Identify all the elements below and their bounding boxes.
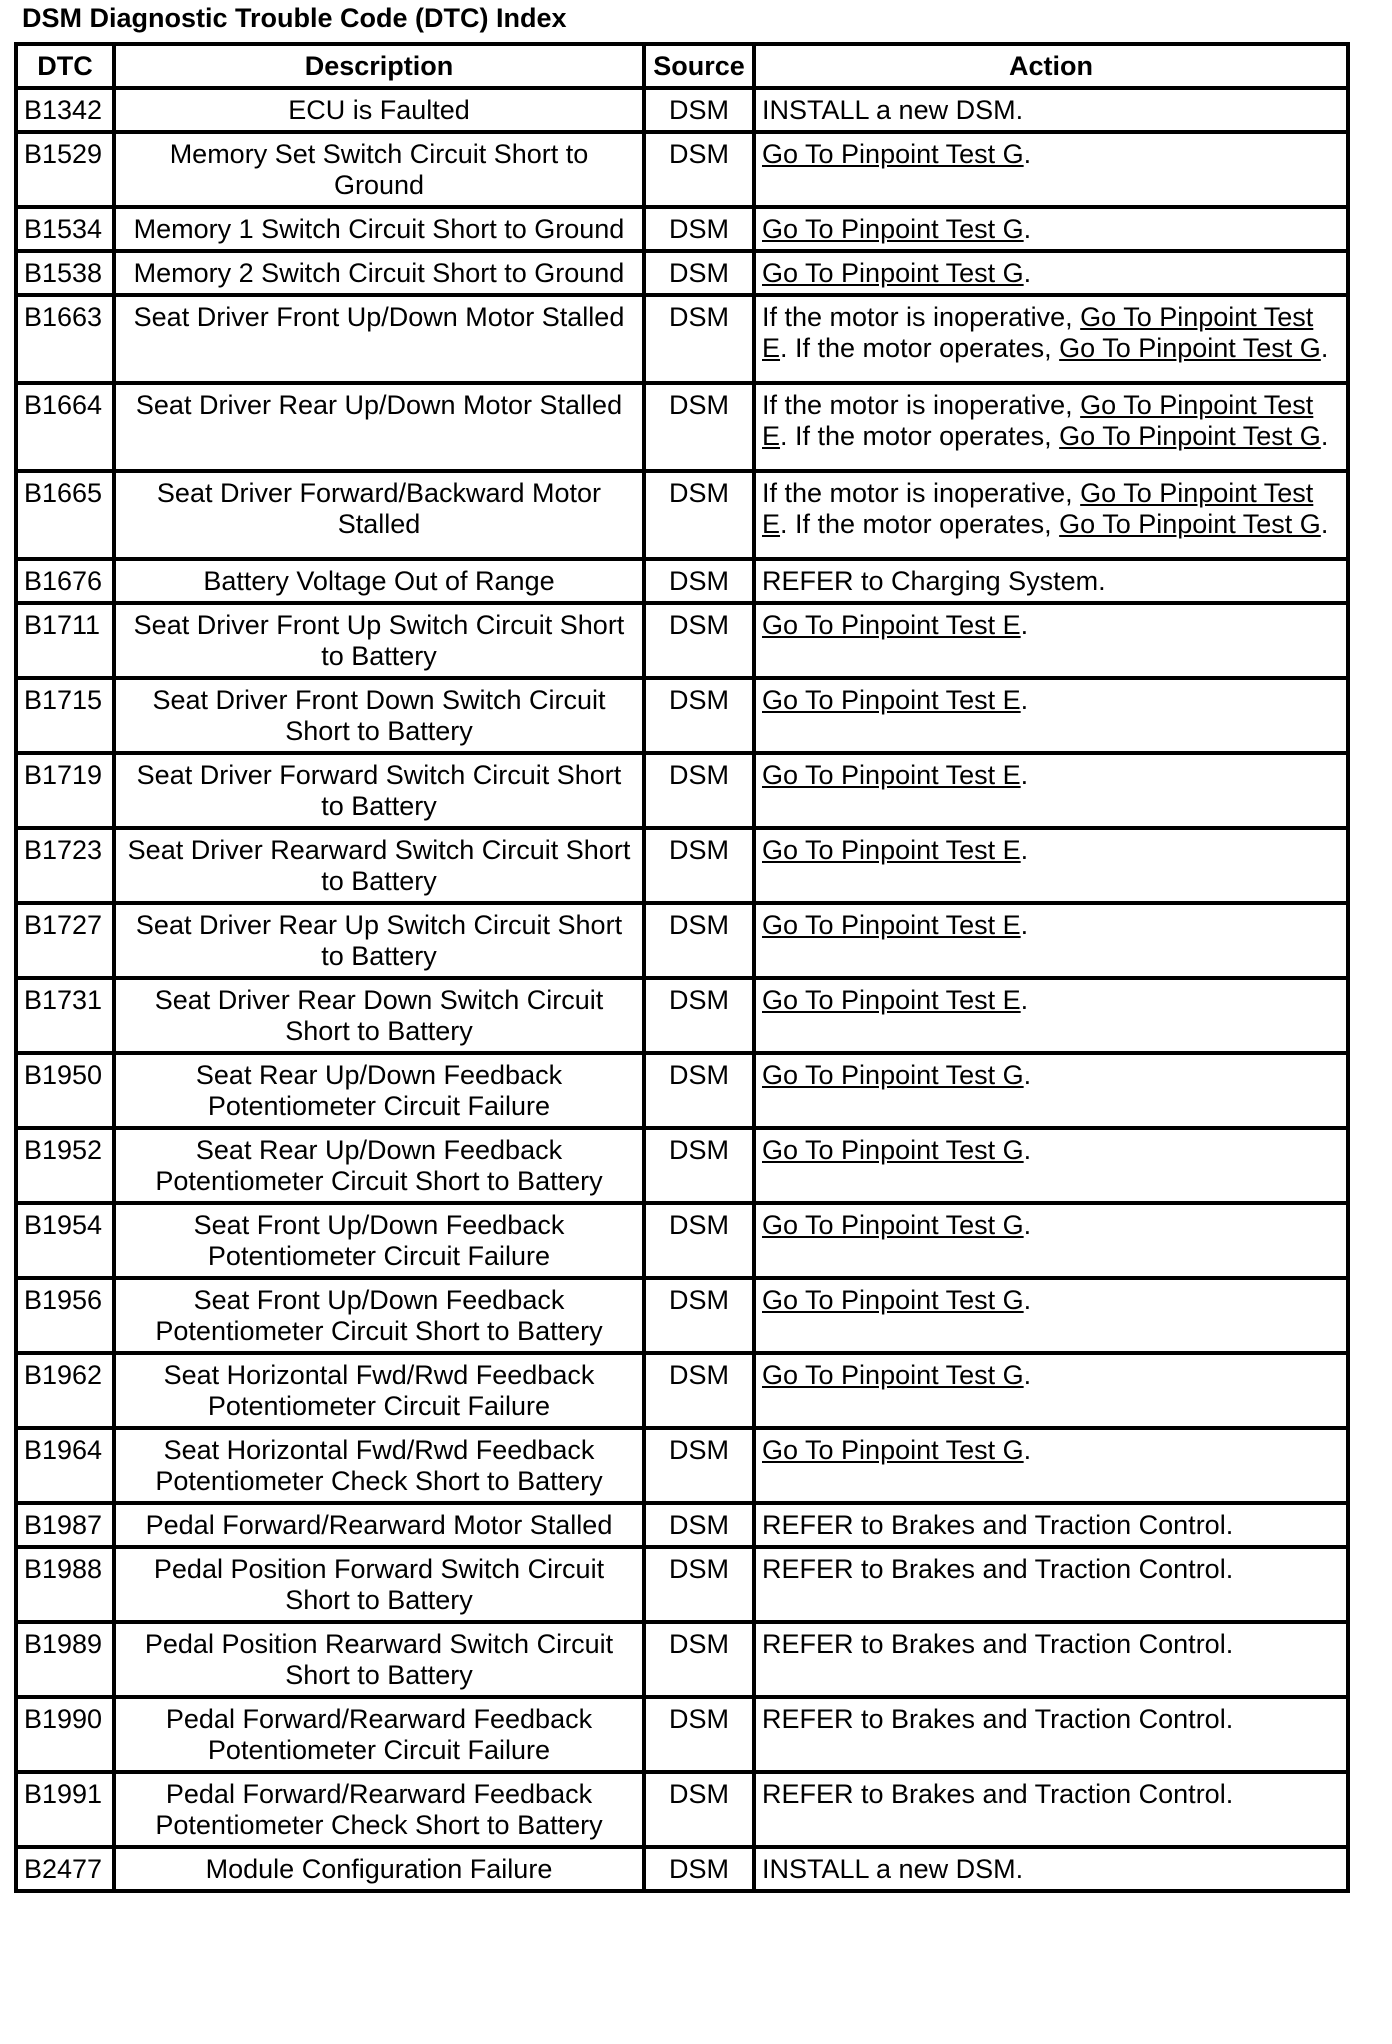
table-row xyxy=(16,1847,1348,1891)
header-action: Action xyxy=(754,44,1348,88)
pinpoint-test-link[interactable]: Go To Pinpoint Test G xyxy=(762,258,1024,288)
dtc-code: B1727 xyxy=(16,903,114,978)
pinpoint-test-link[interactable]: Go To Pinpoint Test G xyxy=(762,1060,1024,1090)
pinpoint-test-link[interactable]: Go To Pinpoint Test E xyxy=(762,478,1314,539)
action-text: . xyxy=(1023,258,1032,288)
action-text: . xyxy=(1023,1210,1032,1240)
table-row xyxy=(16,295,1348,383)
dtc-action xyxy=(754,603,1348,678)
dtc-action xyxy=(754,88,1348,132)
pinpoint-test-link[interactable]: Go To Pinpoint Test G xyxy=(762,214,1024,244)
action-text: . xyxy=(1020,610,1029,640)
dtc-source: DSM xyxy=(644,559,754,603)
dtc-code: B1723 xyxy=(16,828,114,903)
dtc-source: DSM xyxy=(644,903,754,978)
action-text: . If the motor operates, xyxy=(780,421,1060,451)
action-text: . xyxy=(1320,421,1329,451)
dtc-description: Seat Driver Front Up Switch Circuit Short to Battery xyxy=(114,603,644,678)
dtc-code: B1715 xyxy=(16,678,114,753)
dtc-code: B1731 xyxy=(16,978,114,1053)
table-header-row xyxy=(16,44,1348,88)
dtc-source: DSM xyxy=(644,207,754,251)
dtc-code: B2477 xyxy=(16,1847,114,1891)
action-text: . xyxy=(1020,835,1029,865)
dtc-index-table xyxy=(14,42,1350,1893)
dtc-source: DSM xyxy=(644,1203,754,1278)
table-row xyxy=(16,603,1348,678)
dtc-action xyxy=(754,1053,1348,1128)
dtc-source: DSM xyxy=(644,383,754,471)
dtc-code: B1342 xyxy=(16,88,114,132)
dtc-action xyxy=(754,1697,1348,1772)
dtc-description: Seat Driver Front Up/Down Motor Stalled xyxy=(114,295,644,383)
table-row xyxy=(16,1772,1348,1847)
table-row xyxy=(16,559,1348,603)
dtc-source: DSM xyxy=(644,132,754,207)
action-text: REFER to Brakes and Traction Control. xyxy=(762,1704,1234,1734)
dtc-source: DSM xyxy=(644,1278,754,1353)
dtc-action xyxy=(754,559,1348,603)
table-row xyxy=(16,1128,1348,1203)
action-text: REFER to Brakes and Traction Control. xyxy=(762,1629,1234,1659)
dtc-code: B1534 xyxy=(16,207,114,251)
action-text: INSTALL a new DSM. xyxy=(762,1854,1024,1884)
dtc-action xyxy=(754,1203,1348,1278)
dtc-description: Seat Driver Rear Up Switch Circuit Short to Battery xyxy=(114,903,644,978)
dtc-code: B1952 xyxy=(16,1128,114,1203)
dtc-description: Seat Driver Forward Switch Circuit Short to Battery xyxy=(114,753,644,828)
dtc-source: DSM xyxy=(644,1697,754,1772)
table-row xyxy=(16,383,1348,471)
pinpoint-test-link[interactable]: Go To Pinpoint Test E xyxy=(762,685,1021,715)
dtc-action xyxy=(754,1353,1348,1428)
action-text: . xyxy=(1020,910,1029,940)
pinpoint-test-link[interactable]: Go To Pinpoint Test E xyxy=(762,760,1021,790)
pinpoint-test-link[interactable]: Go To Pinpoint Test G xyxy=(762,1285,1024,1315)
table-body xyxy=(16,88,1348,1891)
action-text: . xyxy=(1023,1360,1032,1390)
dtc-code: B1529 xyxy=(16,132,114,207)
dtc-source: DSM xyxy=(644,603,754,678)
dtc-source: DSM xyxy=(644,1128,754,1203)
dtc-code: B1987 xyxy=(16,1503,114,1547)
dtc-description: Seat Rear Up/Down Feedback Potentiometer Circuit Failure xyxy=(114,1053,644,1128)
table-row xyxy=(16,1053,1348,1128)
dtc-code: B1964 xyxy=(16,1428,114,1503)
pinpoint-test-link[interactable]: Go To Pinpoint Test G xyxy=(1059,333,1321,363)
dtc-source: DSM xyxy=(644,1772,754,1847)
header-source: Source xyxy=(644,44,754,88)
action-text: . xyxy=(1020,685,1029,715)
table-row xyxy=(16,1622,1348,1697)
dtc-action xyxy=(754,978,1348,1053)
action-text: . xyxy=(1023,1135,1032,1165)
header-dtc: DTC xyxy=(16,44,114,88)
action-text: . xyxy=(1023,1285,1032,1315)
pinpoint-test-link[interactable]: Go To Pinpoint Test G xyxy=(762,1435,1024,1465)
action-text: . xyxy=(1023,1060,1032,1090)
dtc-source: DSM xyxy=(644,828,754,903)
dtc-code: B1956 xyxy=(16,1278,114,1353)
action-text: . xyxy=(1023,214,1032,244)
table-row xyxy=(16,978,1348,1053)
dtc-action xyxy=(754,295,1348,383)
table-row xyxy=(16,1353,1348,1428)
dtc-source: DSM xyxy=(644,1503,754,1547)
dtc-action xyxy=(754,207,1348,251)
pinpoint-test-link[interactable]: Go To Pinpoint Test G xyxy=(762,1210,1024,1240)
dtc-action xyxy=(754,1847,1348,1891)
table-row xyxy=(16,251,1348,295)
dtc-description: Seat Driver Forward/Backward Motor Stalled xyxy=(114,471,644,559)
dtc-description: Battery Voltage Out of Range xyxy=(114,559,644,603)
action-text: . If the motor operates, xyxy=(780,333,1060,363)
action-text: REFER to Brakes and Traction Control. xyxy=(762,1510,1234,1540)
pinpoint-test-link[interactable]: Go To Pinpoint Test E xyxy=(762,302,1314,363)
table-row xyxy=(16,88,1348,132)
dtc-source: DSM xyxy=(644,471,754,559)
dtc-action xyxy=(754,828,1348,903)
table-row xyxy=(16,1503,1348,1547)
pinpoint-test-link[interactable]: Go To Pinpoint Test E xyxy=(762,985,1021,1015)
dtc-action xyxy=(754,251,1348,295)
pinpoint-test-link[interactable]: Go To Pinpoint Test G xyxy=(762,1360,1024,1390)
dtc-action xyxy=(754,1428,1348,1503)
dtc-code: B1711 xyxy=(16,603,114,678)
table-row xyxy=(16,132,1348,207)
dtc-source: DSM xyxy=(644,678,754,753)
pinpoint-test-link[interactable]: Go To Pinpoint Test G xyxy=(762,1135,1024,1165)
dtc-description: Memory 2 Switch Circuit Short to Ground xyxy=(114,251,644,295)
dtc-description: Pedal Forward/Rearward Motor Stalled xyxy=(114,1503,644,1547)
dtc-action xyxy=(754,678,1348,753)
action-text: If the motor is inoperative, xyxy=(762,390,1081,420)
dtc-code: B1663 xyxy=(16,295,114,383)
action-text: . xyxy=(1320,509,1329,539)
dtc-source: DSM xyxy=(644,1428,754,1503)
dtc-description: Pedal Forward/Rearward Feedback Potentiometer Circuit Failure xyxy=(114,1697,644,1772)
dtc-code: B1538 xyxy=(16,251,114,295)
dtc-description: Seat Driver Rear Down Switch Circuit Short to Battery xyxy=(114,978,644,1053)
action-text: . xyxy=(1320,333,1329,363)
dtc-action xyxy=(754,1622,1348,1697)
dtc-description: Module Configuration Failure xyxy=(114,1847,644,1891)
table-row xyxy=(16,1203,1348,1278)
dtc-description: Seat Front Up/Down Feedback Potentiometer Circuit Short to Battery xyxy=(114,1278,644,1353)
dtc-description: Seat Front Up/Down Feedback Potentiometer Circuit Failure xyxy=(114,1203,644,1278)
dtc-action xyxy=(754,1547,1348,1622)
dtc-description: Pedal Position Rearward Switch Circuit Short to Battery xyxy=(114,1622,644,1697)
pinpoint-test-link[interactable]: Go To Pinpoint Test G xyxy=(762,139,1024,169)
dtc-code: B1950 xyxy=(16,1053,114,1128)
dtc-code: B1664 xyxy=(16,383,114,471)
dtc-description: Seat Driver Front Down Switch Circuit Short to Battery xyxy=(114,678,644,753)
dtc-source: DSM xyxy=(644,1353,754,1428)
action-text: REFER to Brakes and Traction Control. xyxy=(762,1779,1234,1809)
dtc-code: B1954 xyxy=(16,1203,114,1278)
table-row xyxy=(16,828,1348,903)
pinpoint-test-link[interactable]: Go To Pinpoint Test E xyxy=(762,835,1021,865)
action-text: INSTALL a new DSM. xyxy=(762,95,1024,125)
dtc-action xyxy=(754,1278,1348,1353)
dtc-description: Seat Driver Rear Up/Down Motor Stalled xyxy=(114,383,644,471)
dtc-code: B1665 xyxy=(16,471,114,559)
dtc-source: DSM xyxy=(644,1847,754,1891)
dtc-action xyxy=(754,753,1348,828)
dtc-code: B1989 xyxy=(16,1622,114,1697)
pinpoint-test-link[interactable]: Go To Pinpoint Test G xyxy=(1059,509,1321,539)
header-description: Description xyxy=(114,44,644,88)
dtc-source: DSM xyxy=(644,295,754,383)
action-text: If the motor is inoperative, xyxy=(762,302,1081,332)
table-row xyxy=(16,471,1348,559)
dtc-code: B1962 xyxy=(16,1353,114,1428)
table-row xyxy=(16,207,1348,251)
dtc-action xyxy=(754,383,1348,471)
pinpoint-test-link[interactable]: Go To Pinpoint Test E xyxy=(762,910,1021,940)
table-row xyxy=(16,753,1348,828)
table-row xyxy=(16,1428,1348,1503)
dtc-action xyxy=(754,471,1348,559)
table-row xyxy=(16,1278,1348,1353)
dtc-source: DSM xyxy=(644,753,754,828)
dtc-code: B1676 xyxy=(16,559,114,603)
table-row xyxy=(16,903,1348,978)
dtc-code: B1990 xyxy=(16,1697,114,1772)
dtc-description: Seat Driver Rearward Switch Circuit Short to Battery xyxy=(114,828,644,903)
dtc-action xyxy=(754,1128,1348,1203)
dtc-source: DSM xyxy=(644,1547,754,1622)
dtc-action xyxy=(754,1503,1348,1547)
action-text: . xyxy=(1023,1435,1032,1465)
table-row xyxy=(16,1547,1348,1622)
dtc-source: DSM xyxy=(644,88,754,132)
dtc-source: DSM xyxy=(644,1053,754,1128)
dtc-code: B1988 xyxy=(16,1547,114,1622)
dtc-code: B1991 xyxy=(16,1772,114,1847)
dtc-action xyxy=(754,132,1348,207)
dtc-description: Seat Rear Up/Down Feedback Potentiometer Circuit Short to Battery xyxy=(114,1128,644,1203)
dtc-source: DSM xyxy=(644,1622,754,1697)
dtc-description: ECU is Faulted xyxy=(114,88,644,132)
action-text: REFER to Charging System. xyxy=(762,566,1106,596)
dtc-action xyxy=(754,903,1348,978)
pinpoint-test-link[interactable]: Go To Pinpoint Test E xyxy=(762,390,1314,451)
dtc-description: Memory Set Switch Circuit Short to Ground xyxy=(114,132,644,207)
page-title: DSM Diagnostic Trouble Code (DTC) Index xyxy=(22,3,567,33)
dtc-code: B1719 xyxy=(16,753,114,828)
action-text: . xyxy=(1023,139,1032,169)
dtc-source: DSM xyxy=(644,251,754,295)
dtc-source: DSM xyxy=(644,978,754,1053)
table-row xyxy=(16,678,1348,753)
action-text: . If the motor operates, xyxy=(780,509,1060,539)
dtc-description: Pedal Forward/Rearward Feedback Potentiometer Check Short to Battery xyxy=(114,1772,644,1847)
table-row xyxy=(16,1697,1348,1772)
dtc-description: Memory 1 Switch Circuit Short to Ground xyxy=(114,207,644,251)
dtc-description: Pedal Position Forward Switch Circuit Short to Battery xyxy=(114,1547,644,1622)
dtc-action xyxy=(754,1772,1348,1847)
pinpoint-test-link[interactable]: Go To Pinpoint Test E xyxy=(762,610,1021,640)
action-text: . xyxy=(1020,985,1029,1015)
dtc-description: Seat Horizontal Fwd/Rwd Feedback Potentiometer Circuit Failure xyxy=(114,1353,644,1428)
action-text: . xyxy=(1020,760,1029,790)
action-text: REFER to Brakes and Traction Control. xyxy=(762,1554,1234,1584)
action-text: If the motor is inoperative, xyxy=(762,478,1081,508)
dtc-description: Seat Horizontal Fwd/Rwd Feedback Potentiometer Check Short to Battery xyxy=(114,1428,644,1503)
pinpoint-test-link[interactable]: Go To Pinpoint Test G xyxy=(1059,421,1321,451)
